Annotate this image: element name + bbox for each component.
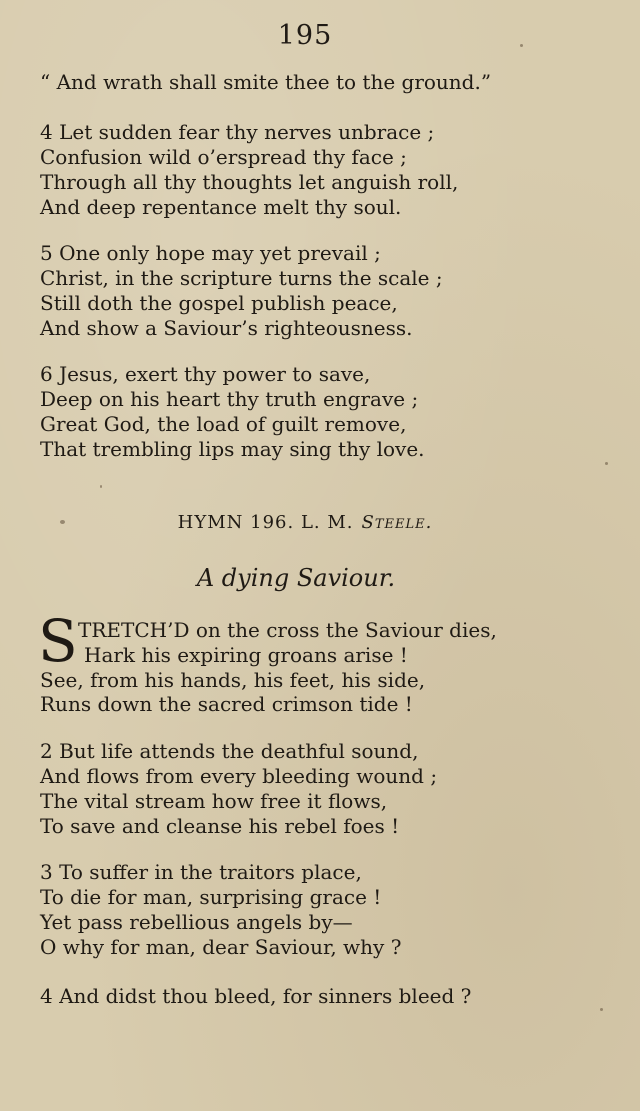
drop-cap: S <box>38 607 78 675</box>
verse-line: 5 One only hope may yet prevail ; <box>40 241 381 265</box>
verse-line: And flows from every bleeding wound ; <box>40 764 438 788</box>
page-number: 195 <box>277 20 333 51</box>
verse-line: And deep repentance melt thy soul. <box>40 195 402 219</box>
verse-line: Hark his expiring groans arise ! <box>84 643 408 667</box>
hymn-number-meter: HYMN 196. L. M. <box>177 512 354 533</box>
verse-line: Still doth the gospel publish peace, <box>40 291 398 315</box>
verse-line: Deep on his heart thy truth engrave ; <box>40 387 419 411</box>
hymn-subtitle: A dying Saviour. <box>196 564 396 592</box>
verse-line: Christ, in the scripture turns the scale ; <box>40 266 443 290</box>
verse-line: 4 Let sudden fear thy nerves unbrace ; <box>40 120 435 144</box>
verse-line: O why for man, dear Saviour, why ? <box>40 935 402 959</box>
verse-line: 6 Jesus, exert thy power to save, <box>40 362 371 386</box>
verse-line: Yet pass rebellious angels by— <box>40 910 353 934</box>
paper-speck <box>100 485 102 488</box>
verse-line: Through all thy thoughts let anguish roll, <box>40 170 459 194</box>
paper-speck <box>600 1008 603 1011</box>
verse-line: Runs down the sacred crimson tide ! <box>40 692 413 716</box>
verse-line: And show a Saviour’s righteousness. <box>40 316 413 340</box>
paper-speck <box>605 462 608 465</box>
verse-line: The vital stream how free it flows, <box>40 789 388 813</box>
paper-speck <box>60 520 65 524</box>
verse-line: That trembling lips may sing thy love. <box>40 437 425 461</box>
verse-line: 4 And didst thou bleed, for sinners bleed ? <box>40 984 472 1008</box>
verse-line: Great God, the load of guilt remove, <box>40 412 407 436</box>
hymn-author: Steele. <box>361 512 433 533</box>
verse-line: To save and cleanse his rebel foes ! <box>40 814 400 838</box>
verse-line: See, from his hands, his feet, his side, <box>40 668 426 692</box>
verse-line: To die for man, surprising grace ! <box>40 885 382 909</box>
verse-line: TRETCH’D on the cross the Saviour dies, <box>78 618 497 642</box>
hymn-heading <box>0 512 610 533</box>
verse-line: 3 To suffer in the traitors place, <box>40 860 362 884</box>
verse-line: Confusion wild o’erspread thy face ; <box>40 145 407 169</box>
paper-speck <box>520 44 523 47</box>
verse-line: “ And wrath shall smite thee to the ground.” <box>40 70 492 94</box>
verse-line: 2 But life attends the deathful sound, <box>40 739 419 763</box>
